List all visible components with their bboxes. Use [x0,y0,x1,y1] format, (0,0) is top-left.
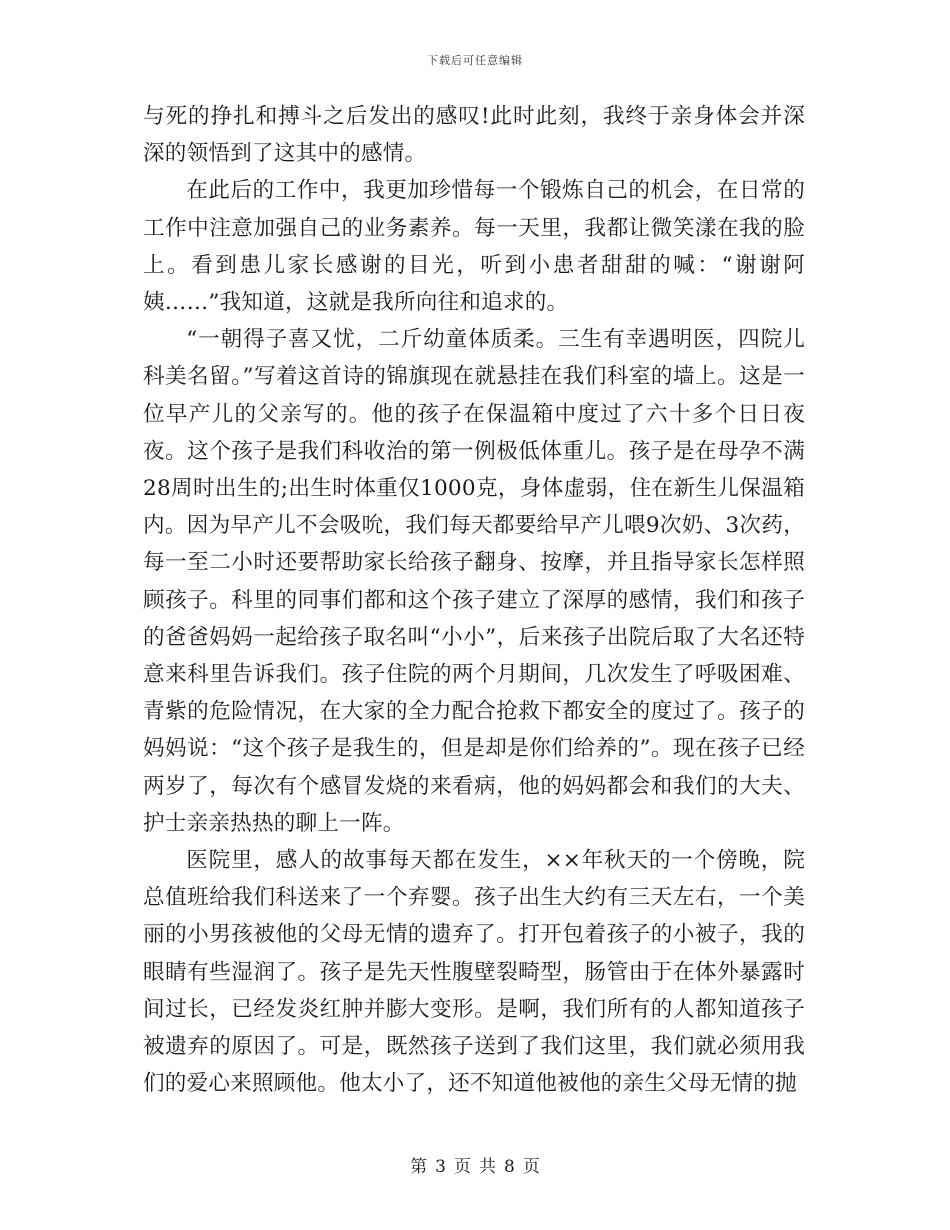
page-footer [0,1152,950,1177]
footer-page-unit: 页 [454,1157,471,1177]
paragraph-1: 与死的挣扎和搏斗之后发出的感叹!此时此刻，我终于亲身体会并深深的领悟到了这其中的感情。 [143,104,805,167]
document-body [143,98,805,1102]
paragraph-2: 在此后的工作中，我更加珍惜每一个锻炼自己的机会，在日常的工作中注意加强自己的业务素养。每一天里，我都让微笑漾在我的脸上。看到患儿家长感谢的目光，听到小患者甜甜的喊：“谢谢阿姨……”我知道，这就是我所向往和追求的。 [143,178,805,316]
footer-prefix: 第 [410,1157,428,1177]
footer-total-unit: 页 [522,1157,540,1177]
paragraph-3: “一朝得子喜又忧，二斤幼童体质柔。三生有幸遇明医，四院儿科美名留。”写着这首诗的锦旗现在就悬挂在我们科室的墙上。这是一位早产儿的父亲写的。他的孩子在保温箱中度过了六十多个日日夜夜。这个孩子是我们科收治的第一例极低体重儿。孩子是在母孕不满28周时出生的;出生时体重仅1000克，身体虚弱，住在新生儿保温箱内。因为早产儿不会吸吮，我们每天都要给早产儿喂9次奶、3次药，每一至二小时还要帮助家长给孩子翻身、按摩，并且指导家长怎样照顾孩子。科里的同事们都和这个孩子建立了深厚的感情，我们和孩子的爸爸妈妈一起给孩子取名叫“小小”，后来孩子出院后取了大名还特意来科里告诉我们。孩子住院的两个月期间，几次发生了呼吸困难、青紫的危险情况，在大家的全力配合抢救下都安全的度过了。孩子的妈妈说：“这个孩子是我生的，但是却是你们给养的”。现在孩子已经两岁了，每次有个感冒发烧的来看病，他的妈妈都会和我们的大夫、护士亲亲热热的聊上一阵。 [143,327,805,836]
footer-total-prefix: 共 [479,1157,496,1177]
footer-current-page: 3 [435,1157,446,1177]
footer-total-pages: 8 [504,1157,515,1177]
paragraph-4: 医院里，感人的故事每天都在发生，××年秋天的一个傍晚，院总值班给我们科送来了一个弃婴。孩子出生大约有三天左右，一个美丽的小男孩被他的父母无情的遗弃了。打开包着孩子的小被子，我的眼睛有些湿润了。孩子是先天性腹壁裂畸型，肠管由于在体外暴露时间过长，已经发炎红肿并膨大变形。是啊，我们所有的人都知道孩子被遗弃的原因了。可是，既然孩子送到了我们这里，我们就必须用我们的爱心来照顾他。他太小了，还不知道他被他的亲生父母无情的抛 [143,848,805,1097]
header-note: 下载后可任意编辑 [427,54,523,67]
